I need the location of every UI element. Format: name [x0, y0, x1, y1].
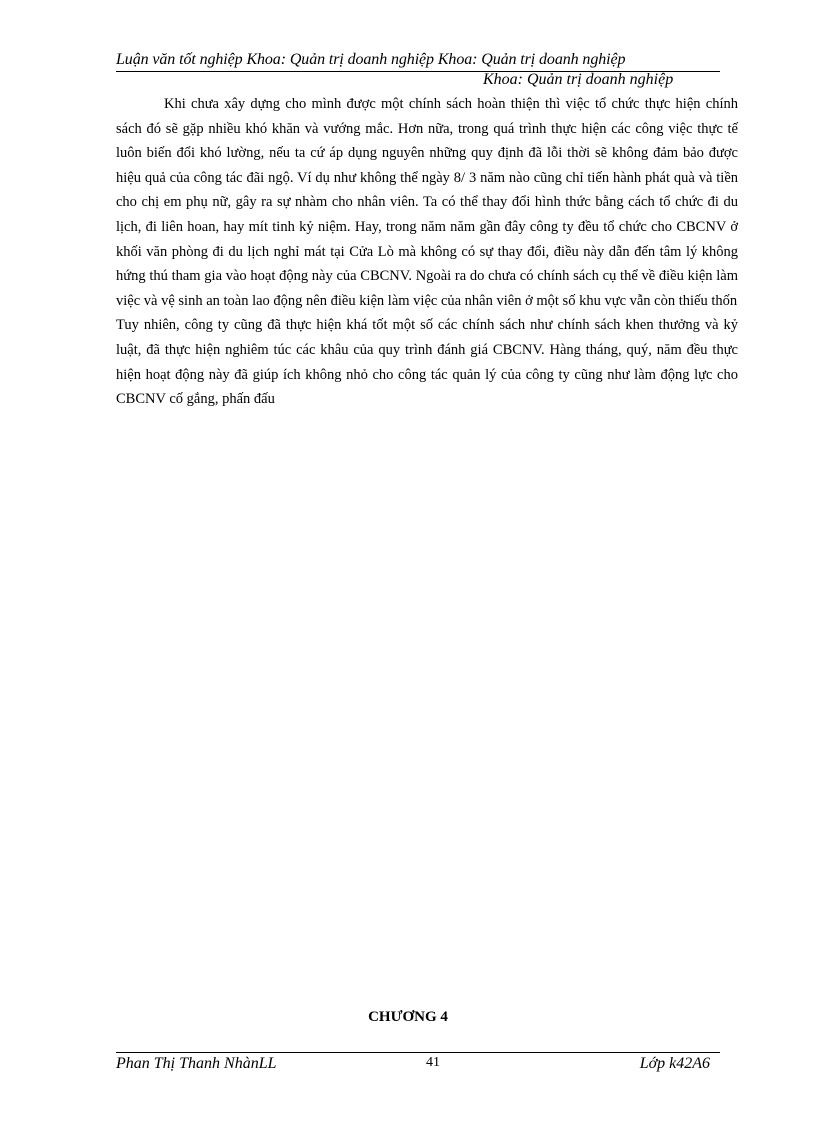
page-number: 41	[426, 1055, 440, 1070]
page-header	[116, 50, 728, 88]
header-subtitle: Khoa: Quản trị doanh nghiệp	[483, 71, 674, 88]
footer-author: Phan Thị Thanh NhànLL	[116, 1055, 277, 1072]
chapter-heading: CHƯƠNG 4	[368, 1009, 448, 1025]
paragraph: Khi chưa xây dựng cho mình được một chính sách hoàn thiện thì việc tổ chức thực hiện chính sách đó sẽ gặp nhiều khó khăn và vướng mắc. Hơn nữa, trong quá trình thực hiện các công việc thực tế luôn biến đổi khó lường, nếu ta cứ áp dụng nguyên những quy định đã lỗi thời sẽ không đảm bảo được hiệu quả của công tác đãi ngộ. Ví dụ như không thể ngày 8/ 3 năm nào cũng chỉ tiến hành phát quà và tiền cho chị em phụ nữ, gây ra sự nhàm cho nhân viên. Ta có thể thay đổi hình thức bằng cách tổ chức đi du lịch, đi liên hoan, hay mít tinh kỷ niệm. Hay, trong năm năm gần đây công ty đều tổ chức cho CBCNV ở khối văn phòng đi du lịch nghỉ mát tại Cửa Lò mà không có sự thay đổi, điều này dẫn đến tâm lý không hứng thú tham gia vào hoạt động này của CBCNV. Ngoài ra do chưa có chính sách cụ thể về điều kiện làm việc và vệ sinh an toàn lao động nên điều kiện làm việc của nhân viên ở một số khu vực vẫn còn thiếu thốn	[116, 96, 738, 309]
paragraph: Tuy nhiên, công ty cũng đã thực hiện khá tốt một số các chính sách như chính sách khen thưởng và kỷ luật, đã thực hiện nghiêm túc các khâu của quy trình đánh giá CBCNV. Hàng tháng, quý, năm đều thực hiện hoạt động này đã giúp ích không nhỏ cho công tác quản lý của công ty cũng như làm động lực cho CBCNV cố gắng, phấn đấu	[116, 317, 738, 408]
document-body	[116, 92, 738, 412]
footer-divider	[116, 1052, 720, 1053]
header-title: Luận văn tốt nghiệp Khoa: Quản trị doanh nghiệp Khoa: Quản trị doanh nghiệp	[116, 51, 626, 68]
footer-class: Lớp k42A6	[639, 1055, 710, 1072]
